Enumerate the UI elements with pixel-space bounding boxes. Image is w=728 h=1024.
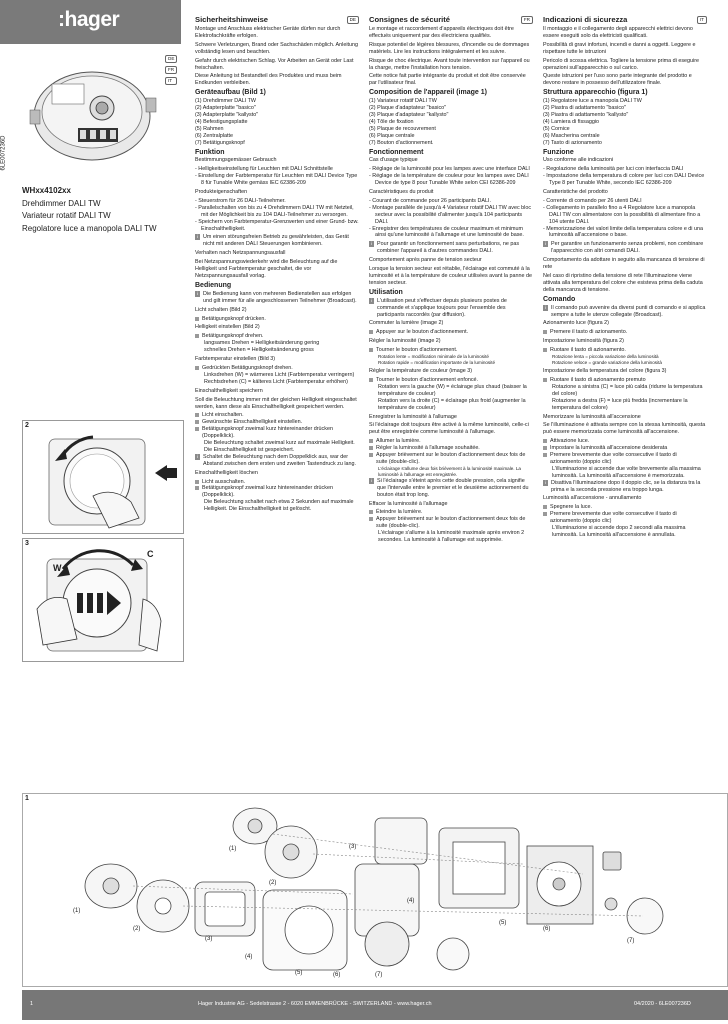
product-name-fr: Variateur rotatif DALI TW bbox=[22, 211, 111, 220]
footer-bar bbox=[22, 990, 728, 1020]
de-features-list: - Steuerstrom für 26 DALI-Teilnehmer. - Parallelschalten von bis zu 4 Drehdimmern DALI TW mit Netzteil, mit der Möglichkeit bis zu 104 DALI-Teilnehmer zu versorgen. - Speichern von Farbtemperatur-Grenzwerten und einer Grund- bzw. Einschalthelligkeit. bbox=[195, 198, 359, 233]
step-icon bbox=[369, 439, 373, 443]
de-function-title: Funktion bbox=[195, 148, 225, 156]
step-icon bbox=[543, 505, 547, 509]
step-icon bbox=[195, 486, 199, 490]
callout-2a: (2) bbox=[133, 926, 141, 932]
fr-parts-list: (1) Variateur rotatif DALI TW (2) Plaque d'adaptateur "basico" (3) Plaque d'adaptateur "kallysto" (4) Tôle de fixation (5) Plaque de recouvrement (6) Plaque centrale (7) Bouton d'actionnement. bbox=[369, 98, 449, 146]
step-icon bbox=[369, 453, 373, 457]
callout-3b: (3) bbox=[349, 844, 357, 850]
de-note-1: i Um einen störungsfreien Betrieb zu gewährleisten, das Gerät nicht mit anderen DALI Steuerungen kombinieren. bbox=[197, 234, 349, 248]
fig3-label-w: W bbox=[53, 563, 62, 573]
de-note-3: i Schaltet die Beleuchtung nach dem Doppelklick aus, war der Abstand zwischen dem ersten und zweiten Tastendruck zu lang. bbox=[197, 453, 357, 467]
footer-doc-code: 04/2020 - 6LE007236D bbox=[634, 1001, 691, 1007]
info-icon: i bbox=[197, 234, 198, 240]
callout-5b: (5) bbox=[499, 920, 507, 926]
product-model: WHxx4102xx bbox=[22, 186, 71, 195]
de-parts-list: (1) Drehdimmer DALI TW (2) Adapterplatte "basico" (3) Adapterplatte "kallysto" (4) Befestigungsplatte (5) Rahmen (6) Zentralplatte (7) Betätigungsknopf bbox=[195, 98, 259, 146]
figure-1-exploded-view: 1 (1) (2) (3) (4) (5) (6) (7) (1) (2) (3) (4) (5) (6) (7) bbox=[22, 793, 728, 987]
step-icon bbox=[195, 366, 199, 370]
step-icon bbox=[195, 427, 199, 431]
footer-address: Hager Industrie AG - Sedelstrasse 2 - 6020 EMMENBRÜCKE - SWITZERLAND - www.hager.ch bbox=[198, 1001, 432, 1007]
hager-logo: :hager bbox=[0, 0, 181, 44]
step-icon bbox=[543, 512, 547, 516]
de-features-title: Produkteigenschaften bbox=[195, 189, 248, 196]
info-icon: i bbox=[545, 241, 546, 247]
product-photo bbox=[22, 50, 172, 165]
step-icon bbox=[543, 378, 547, 382]
step-icon bbox=[369, 446, 373, 450]
callout-6b: (6) bbox=[543, 926, 551, 932]
document-code-vertical: 6LE007236D bbox=[0, 135, 7, 171]
it-section-title: Indicazioni di sicurezza IT bbox=[543, 16, 707, 24]
step-icon bbox=[369, 517, 373, 521]
de-safety-p4: Diese Anleitung ist Bestandteil des Produktes und muss beim Endkunden verbleiben. bbox=[195, 73, 342, 87]
callout-1a: (1) bbox=[73, 908, 81, 914]
step-icon bbox=[369, 330, 373, 334]
de-safety-p3: Gefahr durch elektrischen Schlag. Vor Arbeiten an Gerät oder Last freischalten. bbox=[195, 57, 354, 71]
callout-7b: (7) bbox=[627, 938, 635, 944]
step-icon bbox=[195, 317, 199, 321]
step-icon bbox=[195, 480, 199, 484]
info-icon: i bbox=[545, 479, 546, 485]
product-name-de: Drehdimmer DALI TW bbox=[22, 198, 101, 208]
step-icon bbox=[195, 413, 199, 417]
de-operation-title: Bedienung bbox=[195, 281, 232, 289]
callout-3a: (3) bbox=[205, 936, 213, 942]
figure-2: 2 bbox=[22, 420, 184, 534]
fig3-label-c: C bbox=[147, 549, 154, 559]
de-parts-title: Geräteaufbau (Bild 1) bbox=[195, 89, 266, 97]
de-section-title: Sicherheitshinweise DE bbox=[195, 16, 359, 24]
callout-4a: (4) bbox=[245, 954, 253, 960]
lang-badge-it: IT bbox=[165, 77, 177, 85]
callout-2b: (2) bbox=[269, 880, 277, 886]
info-icon: i bbox=[371, 477, 372, 483]
step-icon bbox=[543, 330, 547, 334]
de-safety-p1: Montage und Anschluss elektrischer Geräte dürfen nur durch Elektrofachkräfte erfolgen. bbox=[195, 26, 341, 39]
footer-page-number: 1 bbox=[30, 1001, 34, 1007]
info-icon: i bbox=[197, 453, 198, 459]
it-parts-title: Struttura apparecchio (figura 1) bbox=[543, 89, 648, 97]
step-icon bbox=[543, 348, 547, 352]
callout-6a: (6) bbox=[333, 972, 341, 978]
de-note-2: i Die Bedienung kann von mehreren Bedienstellen aus erfolgen und gilt immer für alle angeschlossenen Teilnehmer (Broadcast). bbox=[197, 290, 357, 304]
column-it: Indicazioni di sicurezza IT Il montaggio e il collegamento degli apparecchi elettrici devono essere eseguiti solo da elettricisti qualificati. Possibilità di gravi infortuni, incendi e danni a oggetti. Leggere e rispettare tutte le istruzioni Pericolo di scossa elettrica. Togliere la tensione prima di eseguire operazioni sull'apparecchio o sul carico. Queste istruzioni per l'uso sono parte integrante del prodotto e devono restare in possesso dell'utilizzatore finale. Struttura apparecchio (figura 1) (1) Regolatore luce a manopola DALI TW (2) Piastra di adattamento "basico" (3) Piastra di adattamento "kallysto" (4) Lamiera di fissaggio (5) Cornice (6) Mascherina centrale (7) Tasto di azionamento Funzione Uso conforme alle indicazioni - Regolazione della luminosità per luci con interfaccia DALI - Impostazione della temperatura di colore per luci con DALI Device Type 8 per Tunable White, secondo IEC 62386-209 Caratteristiche del prodotto - Corrente di comando per 26 utenti DALI - Collegamento in parallelo fino a 4 Regolatore luce a manopola DALI TW con alimentatore con la possibilità di alimentare fino a 104 utente DALI. - Memorizzazione dei valori limite della temperatura colore e di una luminosità all'accensione o base. i Per garantire un funzionamento senza problemi, non combinare l'apparecchio con altri comandi DALI. Comportamento da adottare in seguito alla mancanza di tensione di rete Nel caso di ripristino della tensione di rete l'illuminazione viene attivata alla temperatura del colore che esisteva prima della caduta della mancanza di tensione. Comando i Il comando può avvenire da diversi punti di comando e si applica sempre a tutte le utenze collegate (Broadcast). Azionamento luce (figura 2) Premere il tasto di azionamento. Impostazione luminosità (figura 2) Ruotare il tasto di azionamento. Rotazione lenta = piccola variazione della luminosità Rotazione veloce = grande variazione della luminosità Impostazione della temperatura del colore (figura 3) Ruotare il tasto di azionamento premuto Rotazione a sinistra (C) = luce più calda (ridurre la temperatura del colore) Rotazione a destra (F) = luce più fredda (incrementare la temperatura del colore) Memorizzare la luminosità all'accensione Se l'illuminazione è attivata sempre con la stessa luminosità, questa può essere memorizzata come luminosità all'accensione. Attivazione luce. Impostare la luminosità all'accensione desiderata Premere brevemente due volte consecutive il tasto di azionamento (doppio clic) L'illuminazione si accende due volte brevemente alla massima luminosità. La luminosità all'accensione è memorizzata. i Disattiva l'illuminazione dopo il doppio clic, se la distanza tra la prima e la seconda pressione era troppo lunga. Luminosità all'accensione - annullamento Spegnere la luce. Premere brevemente due volte consecutive il tasto di azionamento (doppio clic) L'illuminazione si accende dopo 2 secondi alla massima luminosità. La luminosità all'accensione è annullata. bbox=[543, 16, 707, 539]
lang-badge-de: DE bbox=[165, 55, 177, 63]
de-voltage-text: Bei Netzspannungswiederkehr wird die Beleuchtung auf die Helligkeit und Farbtemperatur geschaltet, die vor Netzspannungsausfall vorlag. bbox=[195, 259, 338, 279]
fr-section-title: Consignes de sécurité FR bbox=[369, 16, 533, 24]
product-info bbox=[22, 185, 157, 235]
column-fr: Consignes de sécurité FR Le montage et raccordement d'appareils électriques doit être effectués uniquement par des électriciens qualifiés. Risque potentiel de légères blessures, d'incendie ou de dommages matériels. Lire les instructions intégralement et les suivre. Risque de choc électrique. Avant toute intervention sur l'appareil ou la charge, mettre l'installation hors tension. Cette notice fait partie intégrante du produit et doit être conservée par l'utilisateur final. Composition de l'appareil (image 1) (1) Variateur rotatif DALI TW (2) Plaque d'adaptateur "basico" (3) Plaque d'adaptateur "kallysto" (4) Tôle de fixation (5) Plaque de recouvrement (6) Plaque centrale (7) Bouton d'actionnement. Fonctionnement Cas d'usage typique - Réglage de la luminosité pour les lampes avec une interface DALI - Réglage de la température de couleur pour les lampes avec DALI Device de type 8 pour Tunable White selon CEI 62386-209 Caractéristiques du produit - Courant de commande pour 26 participants DALI. - Montage parallèle de jusqu'à 4 Variateur rotatif DALI TW avec bloc secteur avec la possibilité d'alimenter jusqu'à 104 participants DALI. - Enregistrer des températures de couleur maximum et minimum ainsi qu'une luminosité à l'allumage et une luminosité de base. i Pour garantir un fonctionnement sans perturbations, ne pas combiner l'appareil à d'autres commandes DALI. Comportement après panne de tension secteur Lorsque la tension secteur est rétablie, l'éclairage est commuté à la luminosité et à la température de couleur utilisées avant la panne de tension secteur. Utilisation i L'utilisation peut s'effectuer depuis plusieurs postes de commande et s'applique toujours pour l'ensemble des participants raccordés (par diffusion). Commuter la lumière (image 2) Appuyer sur le bouton d'actionnement. Régler la luminosité (image 2) Tourner le bouton d'actionnement. Rotation lente = modification minimale de la luminosité Rotation rapide = modification importante de la luminosité Régler la température de couleur (image 3) Tourner le bouton d'actionnement enfoncé. Rotation vers la gauche (W) = éclairage plus chaud (baisser la température de couleur) Rotation vers la droite (C) = éclairage plus froid (augmenter la température de couleur) Enregistrer la luminosité à l'allumage Si l'éclairage doit toujours être activé à la même luminosité, celle-ci peut être enregistrée comme luminosité à l'allumage. Allumer la lumière. Régler la luminosité à l'allumage souhaitée. Appuyer brièvement sur le bouton d'actionnement deux fois de suite (double-clic). L'éclairage s'allume deux fois brièvement à la luminosité maximale. La luminosité à l'allumage est enregistrée. i Si l'éclairage s'éteint après cette double pression, cela signifie que l'intervalle entre le premier et le deuxième actionnement du bouton était trop long. Effacer la luminosité à l'allumage Éteindre la lumière. Appuyer brièvement sur le bouton d'actionnement deux fois de suite (double-clic). L'éclairage s'allume à la luminosité maximale après environ 2 secondes. La luminosité à l'allumage est supprimée. bbox=[369, 16, 533, 544]
step-icon bbox=[543, 439, 547, 443]
de-use-title: Bestimmungsgemässer Gebrauch bbox=[195, 157, 277, 164]
callout-5a: (5) bbox=[295, 970, 303, 976]
step-icon bbox=[369, 378, 373, 382]
callout-1b: (1) bbox=[229, 846, 237, 852]
step-icon bbox=[195, 334, 199, 338]
step-icon bbox=[543, 453, 547, 457]
info-icon: i bbox=[371, 241, 372, 247]
step-icon bbox=[543, 446, 547, 450]
info-icon: i bbox=[197, 290, 198, 296]
lang-badges bbox=[165, 55, 177, 85]
info-icon: i bbox=[545, 304, 546, 310]
step-icon bbox=[369, 510, 373, 514]
callout-4b: (4) bbox=[407, 898, 415, 904]
product-name-it: Regolatore luce a manopola DALI TW bbox=[22, 223, 157, 233]
lang-badge-fr: FR bbox=[165, 66, 177, 74]
info-icon: i bbox=[371, 297, 372, 303]
step-icon bbox=[195, 420, 199, 424]
de-use-list: - Helligkeitseinstellung für Leuchten mit DALI Schnittstelle - Einstellung der Farbtemperatur für Leuchten mit DALI Device Type 8 für Tunable White gemäss IEC 62386-209 bbox=[195, 166, 359, 187]
callout-7a: (7) bbox=[375, 972, 383, 978]
de-safety-p2: Schwere Verletzungen, Brand oder Sachschäden möglich. Anleitung vollständig lesen und beachten. bbox=[195, 41, 359, 55]
figure-3: 3 W C bbox=[22, 538, 184, 662]
de-voltage-title: Verhalten nach Netzspannungsausfall bbox=[195, 250, 286, 257]
step-icon bbox=[369, 348, 373, 352]
it-parts-list: (1) Regolatore luce a manopola DALI TW (2) Piastra di adattamento "basico" (3) Piastra di adattamento "kallysto" (4) Lamiera di fissaggio (5) Cornice (6) Mascherina centrale (7) Tasto di azionamento bbox=[543, 98, 642, 146]
fr-parts-title: Composition de l'appareil (image 1) bbox=[369, 89, 487, 97]
column-de: Sicherheitshinweise DE Montage und Anschluss elektrischer Geräte dürfen nur durch Elektrofachkräfte erfolgen. Schwere Verletzungen, Brand oder Sachschäden möglich. Anleitung vollständig lesen und beachten. Gefahr durch elektrischen Schlag. Vor Arbeiten an Gerät oder Last freischalten. Diese Anleitung ist Bestandteil des Produktes und muss beim Endkunden verbleiben. Geräteaufbau (Bild 1) (1) Drehdimmer DALI TW (2) Adapterplatte "basico" (3) Adapterplatte "kallysto" (4) Befestigungsplatte (5) Rahmen (6) Zentralplatte (7) Betätigungsknopf Funktion Bestimmungsgemässer Gebrauch - Helligkeitseinstellung für Leuchten mit DALI Schnittstelle - Einstellung der Farbtemperatur für Leuchten mit DALI Device Type 8 für Tunable White gemäss IEC 62386-209 Produkteigenschaften - Steuerstrom für 26 DALI-Teilnehmer. - Parallelschalten von bis zu 4 Drehdimmern DALI TW mit Netzteil, mit der Möglichkeit bis zu 104 DALI-Teilnehmer zu versorgen. - Speichern von Farbtemperatur-Grenzwerten und einer Grund- bzw. Einschalthelligkeit. i Um einen störungsfreien Betrieb zu gewährleisten, das Gerät nicht mit anderen DALI Steuerungen kombinieren. Verhalten nach Netzspannungsausfall Bei Netzspannungswiederkehr wird die Beleuchtung auf die Helligkeit und Farbtemperatur geschaltet, die vor Netzspannungsausfall vorlag. Bedienung i Die Bedienung kann von mehreren Bedienstellen aus erfolgen und gilt immer für alle angeschlossenen Teilnehmer (Broadcast). Licht schalten (Bild 2) Betätigungsknopf drücken. Helligkeit einstellen (Bild 2) Betätigungsknopf drehen. langsames Drehen = Helligkeitsänderung gering schnelles Drehen = Helligkeitsänderung gross Farbtemperatur einstellen (Bild 3) Gedrückten Betätigungsknopf drehen. Linksdrehen (W) = wärmeres Licht (Farbtemperatur verringern) Rechtsdrehen (C) = kälteres Licht (Farbtemperatur erhöhen) Einschalthelligkeit speichern Soll die Beleuchtung immer mit der gleichen Helligkeit eingeschaltet werden, kann diese als Einschalthelligkeit gespeichert werden. Licht einschalten. Gewünschte Einschalthelligkeit einstellen. Betätigungsknopf zweimal kurz hintereinander drücken (Doppelklick). Die Beleuchtung schaltet zweimal kurz auf maximale Helligkeit. Die Einschalthelligkeit ist gespeichert. i Schaltet die Beleuchtung nach dem Doppelklick aus, war der Abstand zwischen dem ersten und zweiten Tastendruck zu lang. Einschalthelligkeit löschen Licht ausschalten. Betätigungsknopf zweimal kurz hintereinander drücken (Doppelklick). Die Beleuchtung schaltet nach etwa 2 Sekunden auf maximale Helligkeit. Die Einschalthelligkeit ist gelöscht. bbox=[195, 16, 359, 513]
